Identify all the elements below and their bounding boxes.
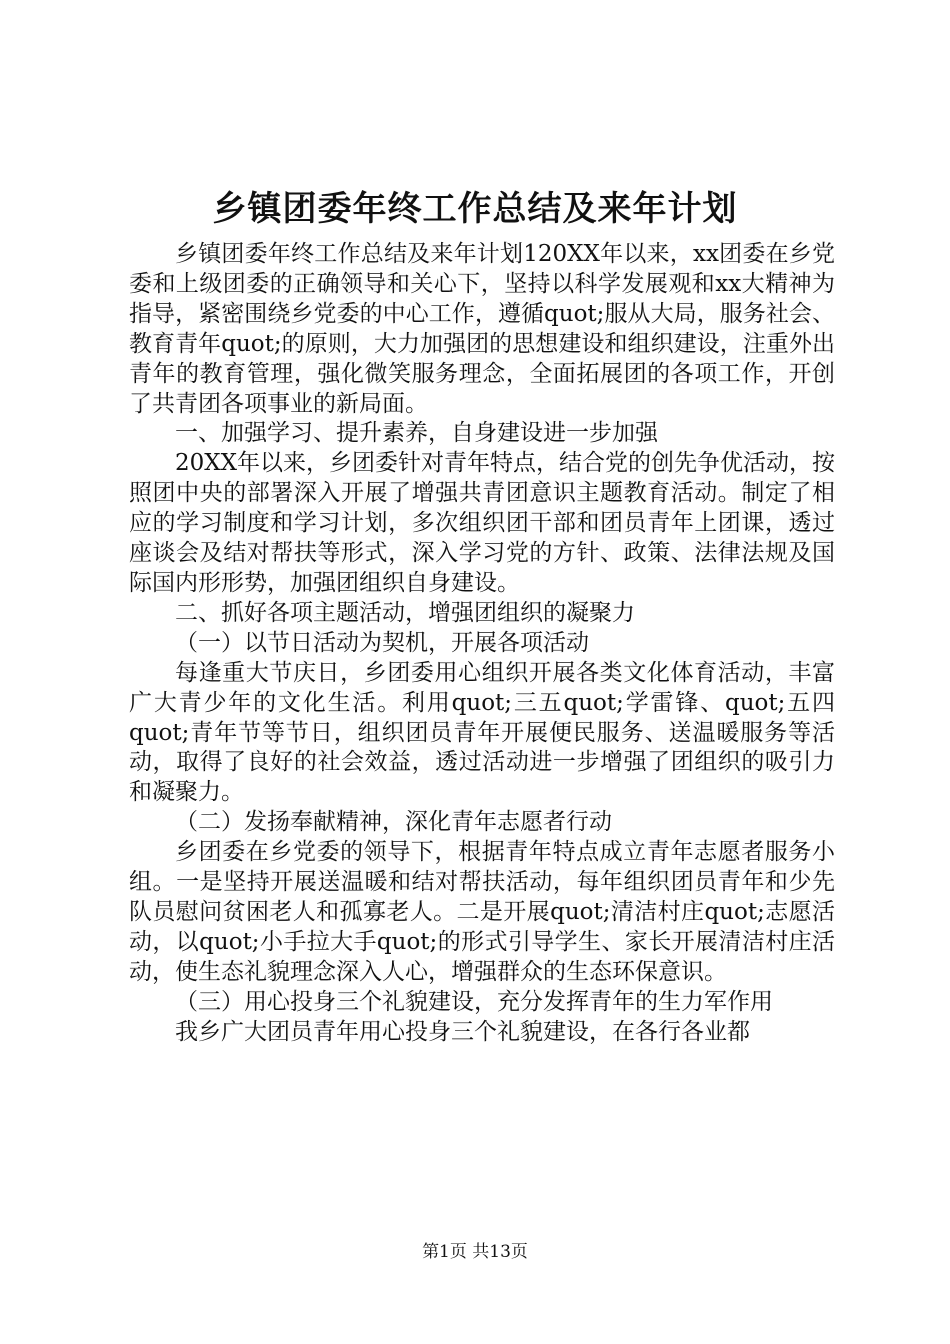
subsection-heading-2: （二）发扬奉献精神，深化青年志愿者行动 xyxy=(175,809,612,836)
paragraph-intro: 乡镇团委年终工作总结及来年计划120XX年以来，xx团委在乡党委和上级团委的正确领导和关心下，坚持以科学发展观和xx大精神为指导，紧密围绕乡党委的中心工作，遵循quot;服从大局，服务社会、教育青年quot;的原则，大力加强团的思想建设和组织建设，注重外出青年的教育管理，强化微笑服务理念，全面拓展团的各项工作，开创了共青团各项事业的新局面。 xyxy=(129,241,835,417)
paragraph-volunteers: 乡团委在乡党委的领导下，根据青年特点成立青年志愿者服务小组。一是坚持开展送温暖和结对帮扶活动，每年组织团员青年和少先队员慰问贫困老人和孤寡老人。二是开展quot;清洁村庄quot;志愿活动，以quot;小手拉大手quot;的形式引导学生、家长开展清洁村庄活动，使生态礼貌理念深入人心，增强群众的生态环保意识。 xyxy=(129,839,835,985)
section-heading-1: 一、加强学习、提升素养，自身建设进一步加强 xyxy=(175,420,658,447)
page-footer: 第1页 共13页 xyxy=(422,1242,528,1262)
section-heading-2: 二、抓好各项主题活动，增强团组织的凝聚力 xyxy=(175,599,635,626)
paragraph-study: 20XX年以来，乡团委针对青年特点，结合党的创先争优活动，按照团中央的部署深入开展了增强共青团意识主题教育活动。制定了相应的学习制度和学习计划，多次组织团干部和团员青年上团课，透过座谈会及结对帮扶等形式，深入学习党的方针、政策、法律法规及国际国内形形势，加强团组织自身建设。 xyxy=(129,450,836,596)
subsection-heading-1: （一）以节日活动为契机，开展各项活动 xyxy=(175,629,589,656)
document-title: 乡镇团委年终工作总结及来年计划 xyxy=(212,189,738,229)
subsection-heading-3: （三）用心投身三个礼貌建设，充分发挥青年的生力军作用 xyxy=(175,988,773,1015)
paragraph-civility: 我乡广大团员青年用心投身三个礼貌建设，在各行各业都 xyxy=(175,1018,750,1045)
document-body xyxy=(129,240,835,1047)
paragraph-festivals: 每逢重大节庆日，乡团委用心组织开展各类文化体育活动，丰富广大青少年的文化生活。利用quot;三五quot;学雷锋、quot;五四quot;青年节等节日，组织团员青年开展便民服务、送温暖服务等活动，取得了良好的社会效益，透过活动进一步增强了团组织的吸引力和凝聚力。 xyxy=(129,659,835,806)
